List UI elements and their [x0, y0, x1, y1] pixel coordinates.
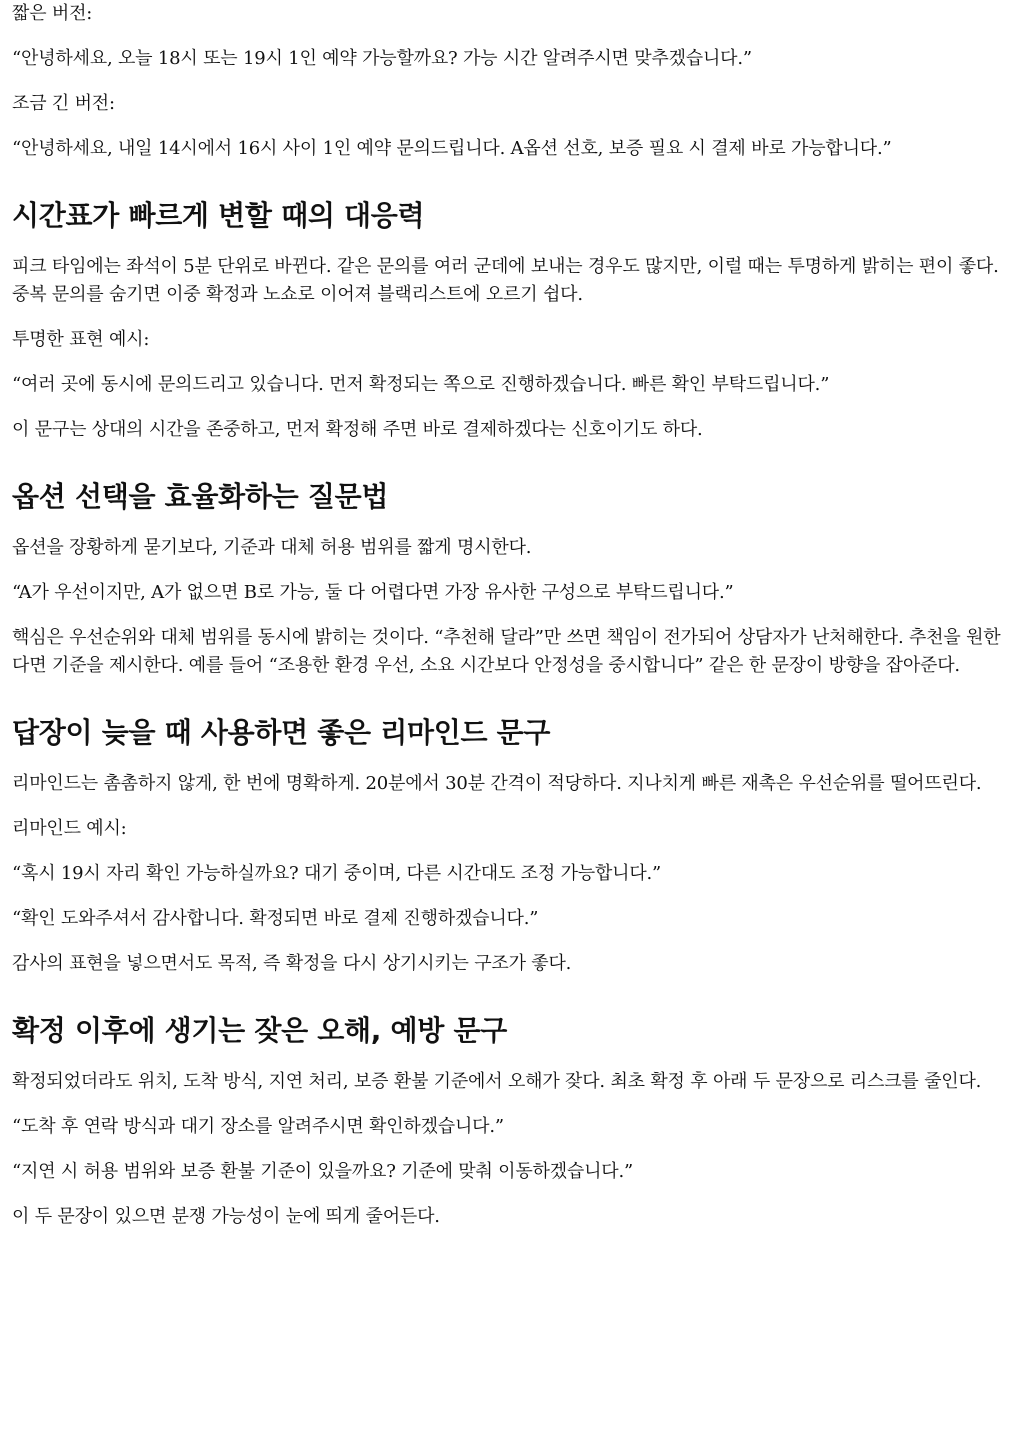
after-confirmation-paragraph: 확정되었더라도 위치, 도착 방식, 지연 처리, 보증 환불 기준에서 오해가 잦다. 최초 확정 후 아래 두 문장으로 리스크를 줄인다.	[12, 1071, 982, 1092]
reminder-paragraph: 리마인드는 촘촘하지 않게, 한 번에 명확하게. 20분에서 30분 간격이 적당하다. 지나치게 빠른 재촉은 우선순위를 떨어뜨린다.	[12, 773, 982, 794]
schedule-closing-paragraph: 이 문구는 상대의 시간을 존중하고, 먼저 확정해 주면 바로 결제하겠다는 신호이기도 하다.	[12, 419, 703, 440]
section-heading-schedule: 시간표가 빠르게 변할 때의 대응력	[12, 199, 425, 232]
transparent-example-quote: “여러 곳에 동시에 문의드리고 있습니다. 먼저 확정되는 쪽으로 진행하겠습니다. 빠른 확인 부탁드립니다.”	[12, 374, 830, 395]
long-version-label: 조금 긴 버전:	[12, 93, 115, 114]
after-confirmation-quote-2: “지연 시 허용 범위와 보증 환불 기준이 있을까요? 기준에 맞춰 이동하겠습니다.”	[12, 1161, 634, 1182]
options-paragraph: 옵션을 장황하게 묻기보다, 기준과 대체 허용 범위를 짧게 명시한다.	[12, 537, 532, 558]
section-heading-reminder: 답장이 늦을 때 사용하면 좋은 리마인드 문구	[12, 716, 551, 749]
transparent-example-label: 투명한 표현 예시:	[12, 329, 150, 350]
reminder-example-label: 리마인드 예시:	[12, 818, 127, 839]
reminder-quote-2: “확인 도와주셔서 감사합니다. 확정되면 바로 결제 진행하겠습니다.”	[12, 908, 539, 929]
long-version-quote: “안녕하세요, 내일 14시에서 16시 사이 1인 예약 문의드립니다. A옵션 선호, 보증 필요 시 결제 바로 가능합니다.”	[12, 138, 892, 159]
options-closing-paragraph: 핵심은 우선순위와 대체 범위를 동시에 밝히는 것이다. “추천해 달라”만 쓰면 책임이 전가되어 상담자가 난처해한다. 추천을 원한다면 기준을 제시한다. 예를 들어 “조용한 환경 우선, 소요 시간보다 안정성을 중시합니다” 같은 한 문장이 방향을 잡아준다.	[12, 627, 1001, 676]
options-quote: “A가 우선이지만, A가 없으면 B로 가능, 둘 다 어렵다면 가장 유사한 구성으로 부탁드립니다.”	[12, 582, 734, 603]
document-page	[12, 0, 1012, 1231]
short-version-label: 짧은 버전:	[12, 3, 93, 24]
section-heading-after-confirmation: 확정 이후에 생기는 잦은 오해, 예방 문구	[12, 1014, 507, 1047]
reminder-quote-1: “혹시 19시 자리 확인 가능하실까요? 대기 중이며, 다른 시간대도 조정 가능합니다.”	[12, 863, 662, 884]
after-confirmation-closing-paragraph: 이 두 문장이 있으면 분쟁 가능성이 눈에 띄게 줄어든다.	[12, 1206, 440, 1227]
short-version-quote: “안녕하세요, 오늘 18시 또는 19시 1인 예약 가능할까요? 가능 시간 알려주시면 맞추겠습니다.”	[12, 48, 752, 69]
section-heading-options: 옵션 선택을 효율화하는 질문법	[12, 480, 389, 513]
after-confirmation-quote-1: “도착 후 연락 방식과 대기 장소를 알려주시면 확인하겠습니다.”	[12, 1116, 504, 1137]
reminder-closing-paragraph: 감사의 표현을 넣으면서도 목적, 즉 확정을 다시 상기시키는 구조가 좋다.	[12, 953, 572, 974]
schedule-paragraph: 피크 타임에는 좌석이 5분 단위로 바뀐다. 같은 문의를 여러 군데에 보내는 경우도 많지만, 이럴 때는 투명하게 밝히는 편이 좋다. 중복 문의를 숨기면 이중 확정과 노쇼로 이어져 블랙리스트에 오르기 쉽다.	[12, 256, 999, 305]
